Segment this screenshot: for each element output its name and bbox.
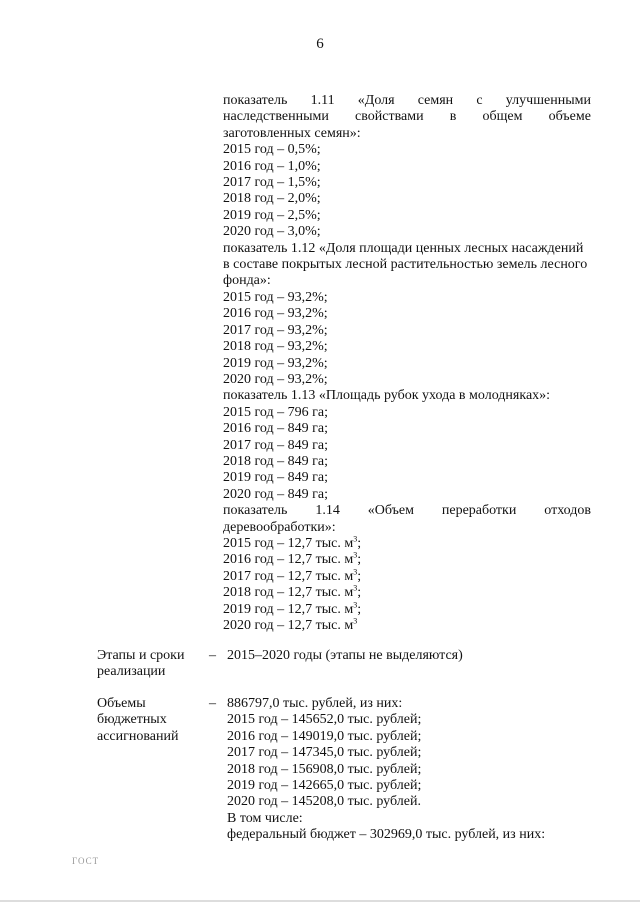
indicator-1-12-heading-line3: фонда»: [223, 273, 271, 289]
indicator-1-11-value: 2020 год – 3,0%; [223, 224, 321, 240]
indicator-1-14-value: 2020 год – 12,7 тыс. $м^3$ [223, 616, 358, 633]
indicator-1-14-value: 2015 год – 12,7 тыс. $м^3$; [223, 534, 362, 551]
word: наследственными [223, 109, 329, 125]
indicator-1-12-value: 2019 год – 93,2%; [223, 355, 328, 371]
stages-label: Этапы и сроки реализации [97, 648, 185, 680]
indicator-1-14-heading-line1 [223, 503, 591, 519]
indicator-1-12-value: 2020 год – 93,2%; [223, 371, 328, 387]
word: общем [482, 109, 523, 125]
stages-dash: – [209, 648, 216, 663]
indicator-1-11-heading-line3: заготовленных семян»: [223, 125, 361, 141]
budget-year: 2016 год – 149019,0 тыс. рублей; [227, 728, 422, 744]
indicator-1-11-value: 2018 год – 2,0%; [223, 191, 321, 207]
budget-year: 2019 год – 142665,0 тыс. рублей; [227, 778, 422, 794]
indicator-1-12-value: 2015 год – 93,2%; [223, 289, 328, 305]
word: объеме [548, 109, 591, 125]
indicator-1-11-heading-line1 [223, 93, 591, 109]
word: в [449, 109, 457, 125]
word: показатель [223, 503, 288, 519]
indicator-1-12-heading-line1: показатель 1.12 «Доля площади ценных лесных насаждений [223, 240, 584, 256]
word: с [476, 93, 483, 108]
indicator-1-14-value: 2017 год – 12,7 тыс. $м^3$; [223, 567, 362, 584]
indicator-1-13-heading: показатель 1.13 «Площадь рубок ухода в молодняках»: [223, 388, 551, 404]
page-bottom-edge [0, 900, 640, 902]
word: отходов [544, 503, 591, 519]
budget-federal: федеральный бюджет – 302969,0 тыс. рублей, из них: [227, 827, 546, 843]
budget-values [227, 696, 545, 844]
stages-value: 2015–2020 годы (этапы не выделяются) [227, 648, 463, 663]
footer-stamp: ГОСТ [72, 856, 100, 866]
budget-including: В том числе: [227, 810, 303, 826]
indicator-1-13-value: 2016 год – 849 га; [223, 421, 328, 437]
word: улучшенными [505, 93, 591, 108]
indicator-1-12-value: 2016 год – 93,2%; [223, 306, 328, 322]
indicator-1-11-value: 2017 год – 1,5%; [223, 175, 321, 191]
indicator-1-14-value: 2019 год – 12,7 тыс. $м^3$; [223, 599, 362, 617]
indicator-1-12-value: 2017 год – 93,2%; [223, 322, 328, 338]
indicator-1-11-heading-line2 [223, 109, 591, 125]
indicator-1-13-value: 2015 год – 796 га; [223, 404, 328, 420]
indicator-1-14-value: 2018 год – 12,7 тыс. $м^3$; [223, 583, 362, 601]
word: показатель [223, 93, 288, 108]
word: семян [417, 93, 454, 108]
budget-year: 2017 год – 147345,0 тыс. рублей; [227, 745, 422, 761]
word: «Доля [357, 93, 395, 108]
indicators-block [223, 93, 591, 634]
word: 1.14 [315, 503, 340, 519]
word: свойствами [355, 109, 424, 125]
budget-year: 2015 год – 145652,0 тыс. рублей; [227, 712, 422, 728]
indicator-1-12-value: 2018 год – 93,2%; [223, 339, 328, 355]
indicator-1-11-value: 2015 год – 0,5%; [223, 142, 321, 158]
indicator-1-13-value: 2020 год – 849 га; [223, 486, 328, 502]
indicator-1-13-value: 2019 год – 849 га; [223, 470, 328, 486]
budget-total: 886797,0 тыс. рублей, из них: [227, 696, 403, 711]
indicator-1-13-value: 2017 год – 849 га; [223, 437, 328, 453]
indicator-1-11-value: 2019 год – 2,5%; [223, 207, 321, 223]
word: переработки [441, 503, 517, 519]
page-number: 6 [316, 36, 324, 52]
budget-year: 2018 год – 156908,0 тыс. рублей; [227, 761, 422, 777]
word: «Объем [367, 503, 414, 519]
indicator-1-11-value: 2016 год – 1,0%; [223, 158, 321, 174]
indicator-1-12-heading-line2: в составе покрытых лесной растительностью земель лесного [223, 257, 588, 273]
indicator-1-13-value: 2018 год – 849 га; [223, 453, 328, 469]
budget-year: 2020 год – 145208,0 тыс. рублей. [227, 794, 421, 810]
indicator-1-14-heading-line2: деревообработки»: [223, 519, 336, 535]
indicator-1-14-value: 2016 год – 12,7 тыс. $м^3$; [223, 550, 362, 568]
budget-dash: – [209, 696, 216, 711]
budget-label: Объемы бюджетных ассигнований [97, 696, 179, 744]
word: 1.11 [310, 93, 335, 108]
